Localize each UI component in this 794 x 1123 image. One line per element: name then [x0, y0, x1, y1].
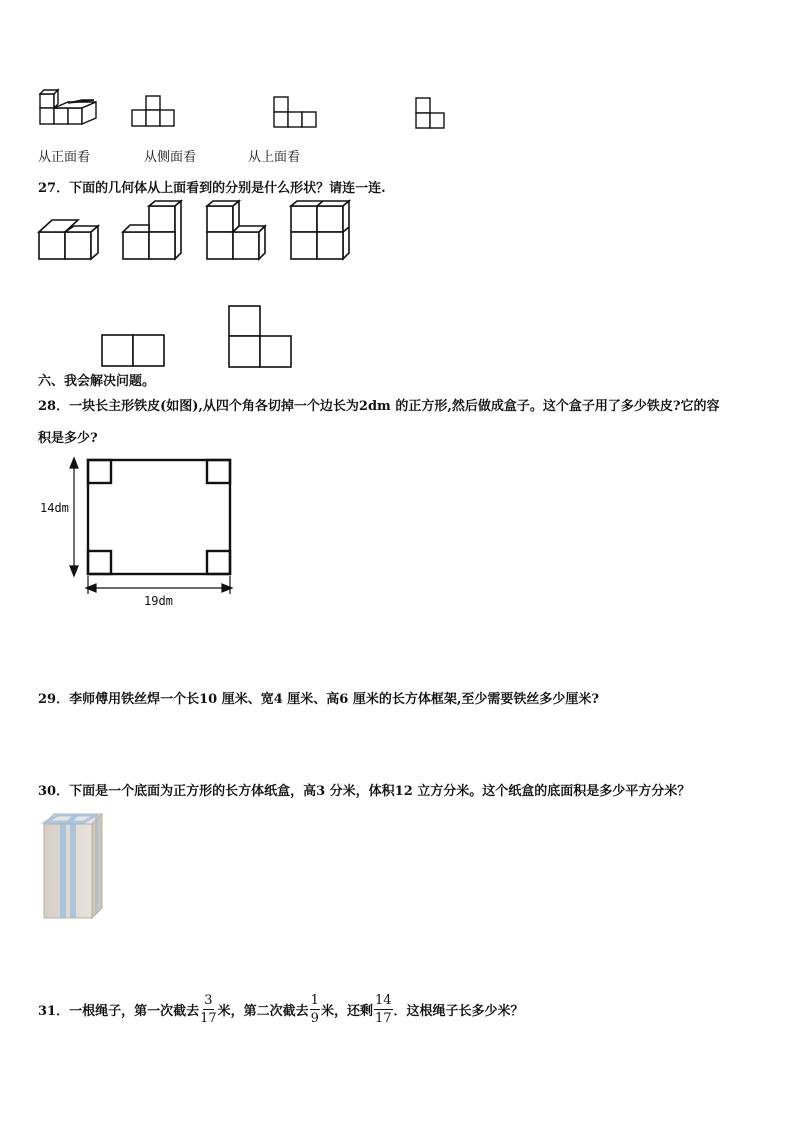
- view-label-top: 从上面看: [248, 150, 301, 165]
- question-29: 29．李师傅用铁丝焊一个长10 厘米、宽4 厘米、高6 厘米的长方体框架,至少需要铁丝多少厘米?: [38, 692, 599, 707]
- q27-solid-1: [38, 216, 100, 262]
- q28-sheet-diagram: [30, 452, 250, 612]
- q31-frac2-numerator: 1: [310, 993, 319, 1008]
- q31-fraction-first-cut: [200, 994, 217, 1025]
- q27-option-two-squares: [101, 334, 167, 368]
- q31-frac2-denominator: 9: [310, 1011, 319, 1026]
- q31-frac1-numerator: 3: [204, 993, 213, 1008]
- q28-height-label: 14dm: [40, 501, 69, 515]
- side-view-shape: [272, 95, 320, 129]
- q31-fraction-remaining: [374, 994, 393, 1025]
- question-27: 27．下面的几何体从上面看到的分别是什么形状？请连一连.: [38, 181, 386, 196]
- q31-text-part4: ．这根绳子长多少米？: [393, 1004, 524, 1019]
- view-label-side: 从侧面看: [144, 150, 197, 165]
- question-31: [38, 994, 524, 1025]
- q27-solid-3: [206, 200, 270, 262]
- question-28-line1: 28．一块长主形铁皮(如图),从四个角各切掉一个边长为2dm 的正方形,然后做成盒子。这个盒子用了多少铁皮?它的容: [38, 399, 720, 414]
- q31-frac3-numerator: 14: [374, 993, 392, 1008]
- q27-solid-4: [290, 200, 354, 262]
- question-30: 30．下面是一个底面为正方形的长方体纸盒，高3 分米，体积12 立方分米。这个纸盒的底面积是多少平方分米？: [38, 784, 691, 799]
- q30-box-image: [40, 812, 106, 920]
- view-label-front: 从正面看: [38, 150, 91, 165]
- q31-frac3-denominator: 17: [374, 1011, 392, 1026]
- top-view-shape: [414, 96, 448, 132]
- q31-text-part3: 米，还剩: [320, 1004, 373, 1019]
- q27-option-l-shape: [228, 305, 294, 369]
- q31-frac1-denominator: 17: [200, 1011, 217, 1026]
- q31-text-part1: 31．一根绳子，第一次截去: [38, 1004, 200, 1019]
- q27-solid-2: [122, 200, 186, 262]
- q31-text-part2: 米，第二次截去: [217, 1004, 309, 1019]
- front-view-shape: [130, 94, 176, 128]
- section-heading: 六、我会解决问题。: [38, 374, 156, 389]
- q28-width-label: 19dm: [144, 594, 173, 608]
- solid-figure-top-left: [38, 86, 100, 128]
- q31-fraction-second-cut: [310, 994, 320, 1025]
- question-28-line2: 积是多少?: [38, 431, 98, 446]
